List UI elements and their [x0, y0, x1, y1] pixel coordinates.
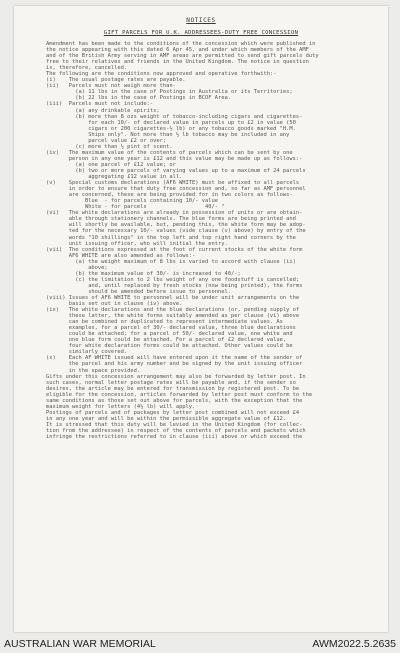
- document-line: aggregating £12 value in all.: [46, 174, 183, 181]
- document-line: in the space provided.: [46, 367, 141, 374]
- document-line: White - for parcels 40/- ": [46, 204, 225, 211]
- document-line: Amendment has been made to the conditions of the concession which were published in: [46, 41, 316, 47]
- document-line: could be attached; for a parcel of 50/- declared value, one white and: [46, 331, 293, 338]
- document-line: should be amended before issue to personnel.: [46, 288, 231, 295]
- document-line: It is stressed that this duty will be levied in the United Kingdom (for collec-: [46, 421, 303, 428]
- document-line: maximum weight for letters (4½ lb) will apply.: [46, 403, 196, 410]
- document-line: (viii) Issues of AF6 WHITE to personnel will be under unit arrangements on the: [46, 294, 300, 301]
- document-line: Postings of parcels and of packages by letter post combined will not exceed £4: [46, 409, 300, 416]
- document-line: (vii) The conditions expressed at the foot of current stocks of the white form: [46, 246, 303, 253]
- document-line: for each 10/- of declared value in parcels up to £2 in value (50: [46, 119, 296, 126]
- document-line: basis set out in clause (iv) above.: [46, 301, 183, 308]
- document-line: such cases, normal letter postage rates will be payable and, if the sender so: [46, 379, 296, 386]
- document-line: Ships only". Not more than ½ lb tobacco may be included in any: [46, 131, 290, 138]
- document-line: cigars or 200 cigarettes-½ lb) or any tobacco goods marked "H.M.: [46, 125, 296, 132]
- document-line: the notice appearing with this dated 6 Apr 45, and under which members of the AMF: [46, 47, 309, 54]
- document-line: four white declaration forms could be attached. Other values could be: [46, 343, 293, 350]
- document-line: free to their relatives and friends in the United Kingdom. The notice in question: [46, 59, 309, 66]
- document-line: similarly covered.: [46, 349, 128, 356]
- document-line: above;: [46, 264, 108, 271]
- document-line: person in any one year is £12 and this value may be made up as follows:-: [46, 155, 303, 162]
- document-line: (a) 11 lbs in the case of Postings in Australia or its Territories;: [46, 89, 293, 96]
- document-line: (iii) Parcels must not include:-: [46, 101, 154, 108]
- archive-caption: [0, 637, 400, 653]
- document-line: tion from the addressee) in respect of the contents of parcels and packets which: [46, 428, 306, 434]
- document-line: (b) two or more parcels of varying values up to a maximum of 24 parcels: [46, 167, 306, 174]
- notice-body: [46, 41, 376, 440]
- document-line: and of the British Army serving in AMF areas are permitted to send gift parcels duty: [46, 53, 319, 60]
- document-line: is, therefore, cancelled.: [46, 65, 128, 72]
- notice-subject: GIFT PARCELS FOR U.K. ADDRESSEES-DUTY FREE CONCESSION: [103, 30, 299, 36]
- document-line: will shortly be available, but, pending this, the white form may be adop-: [46, 222, 306, 229]
- document-line: (b) the maximum value of 30/- is increased to 40/-;: [46, 270, 241, 277]
- document-line: can be combined or duplicated to represent intermediate values. As: [46, 319, 283, 326]
- document-line: ted for the necessary 10/- values (vide clause (v) above) by entry of the: [46, 228, 306, 235]
- document-line: Gifts under this concession arrangement may also be forwarded by letter post. In: [46, 373, 306, 380]
- document-line: examples, for a parcel of 30/- declared value, three blue declarations: [46, 325, 296, 332]
- document-line: (a) any drinkable spirits;: [46, 107, 160, 114]
- document-line: same conditions as those set out above for parcels, with the exception that the: [46, 397, 303, 404]
- document-line: (ii) Parcels must not weigh more than-: [46, 83, 176, 90]
- document-line: one blue form could be attached. For a parcel of £2 declared value,: [46, 337, 287, 344]
- document-line: The following are the conditions now approved and operative forthwith:-: [46, 71, 277, 78]
- document-line: in order to ensure that duty free concession and, so far as AMF personnel: [46, 186, 306, 193]
- document-line: AF6 WHITE are also amended as follows:-: [46, 252, 196, 259]
- document-line: able through stationery channels. The blue forms are being printed and: [46, 216, 296, 223]
- document-line: (a) one parcel of £12 value; or: [46, 161, 176, 168]
- document-line: (x) Each AF WHITE issued will have entered upon it the name of the sender of: [46, 355, 303, 362]
- document-line: are concerned, these are being provided for in two colors as follows-: [46, 192, 293, 199]
- document-sheet: [14, 6, 388, 632]
- document-line: (i) The usual postage rates are payable.: [46, 77, 186, 84]
- reference-number: AWM2022.5.2635: [312, 638, 396, 650]
- document-line: (ix) The white declarations and the blue declarations (or, pending supply of: [46, 307, 300, 314]
- document-line: (a) the weight maximum of 8 lbs is varied to accord with clause (ii): [46, 258, 296, 265]
- document-line: unit issuing officer, who will initial the entry.: [46, 240, 228, 247]
- document-line: (vi) The white declarations are already in possession of units or are obtain-: [46, 210, 303, 217]
- document-line: (b) more than 8 ozs weight of tobacco-including cigars and cigarettes-: [46, 113, 303, 120]
- document-line: infringe the restrictions referred to in clause (iii) above or which exceed the: [46, 434, 303, 441]
- collection-label: AUSTRALIAN WAR MEMORIAL: [4, 638, 156, 650]
- document-line: (c) the limitation to 2 lbs weight of any one foodstuff is cancelled;: [46, 276, 300, 283]
- document-line: (c) more than ½ pint of scent.: [46, 143, 173, 150]
- document-line: words "10 shillings" in the top left and top right hand corners by the: [46, 234, 296, 241]
- document-line: and, until replaced by fresh stocks (now being printed), the forms: [46, 282, 303, 289]
- document-line: Blue - for parcels containing 10/- value: [46, 198, 219, 205]
- document-line: these latter, the white forms suitably amended as per clause (vi) above: [46, 313, 300, 320]
- document-line: in any one year and will be within the permissible aggregate value of £12.: [46, 415, 287, 422]
- document-line: eligible for the concession, articles forwarded by letter post must conform to the: [46, 391, 313, 398]
- document-line: (b) 22 lbs in the case of Postings in BCOF Area.: [46, 95, 231, 102]
- notice-heading: NOTICES: [186, 17, 216, 24]
- document-line: the parcel and his army number and be signed by the unit issuing officer: [46, 361, 303, 368]
- document-line: parcel value £2 or over;: [46, 137, 167, 144]
- document-line: (iv) The maximum value of the contents of parcels which can be sent by one: [46, 149, 293, 156]
- document-line: (v) Special customs declarations (AF6 WHITE) must be affixed to all parcels: [46, 180, 300, 187]
- document-line: desires, the article may be entered for transmission by registered post. To be: [46, 385, 300, 392]
